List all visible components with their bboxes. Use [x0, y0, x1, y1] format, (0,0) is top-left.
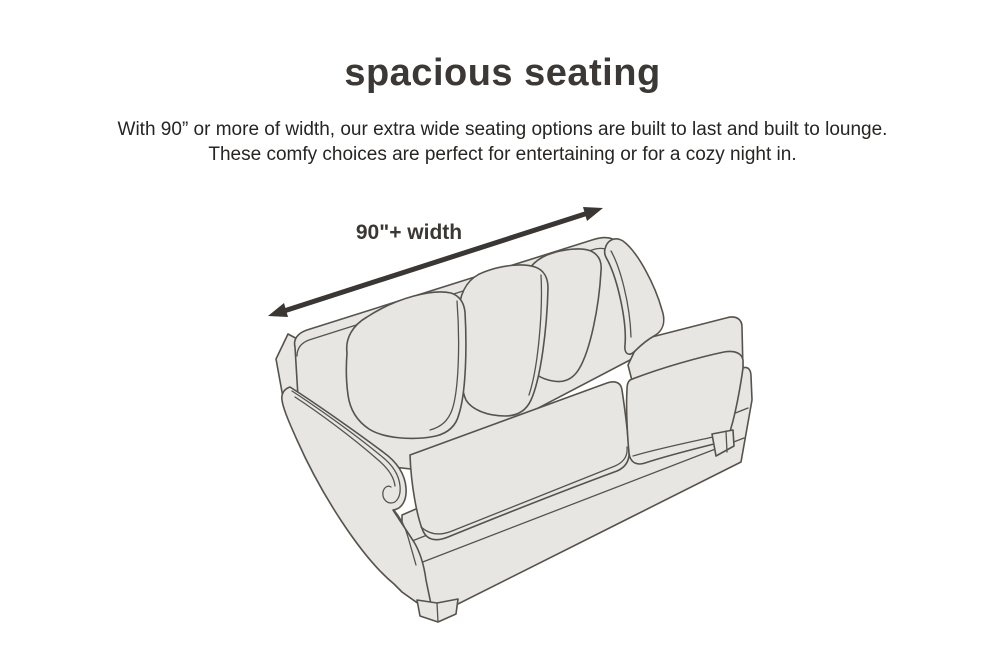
- arrow-head-right: [583, 207, 603, 221]
- dimension-label: 90"+ width: [355, 221, 463, 244]
- page-title: spacious seating: [344, 52, 661, 94]
- sofa-foot-front: [417, 599, 458, 622]
- arrow-head-left: [268, 303, 288, 317]
- intro-line-2: These comfy choices are perfect for entertaining or for a cozy night in.: [208, 144, 797, 165]
- sofa-drawing: [276, 238, 752, 622]
- intro-line-1: With 90” or more of width, our extra wide seating options are built to last and built to lounge.: [117, 119, 888, 140]
